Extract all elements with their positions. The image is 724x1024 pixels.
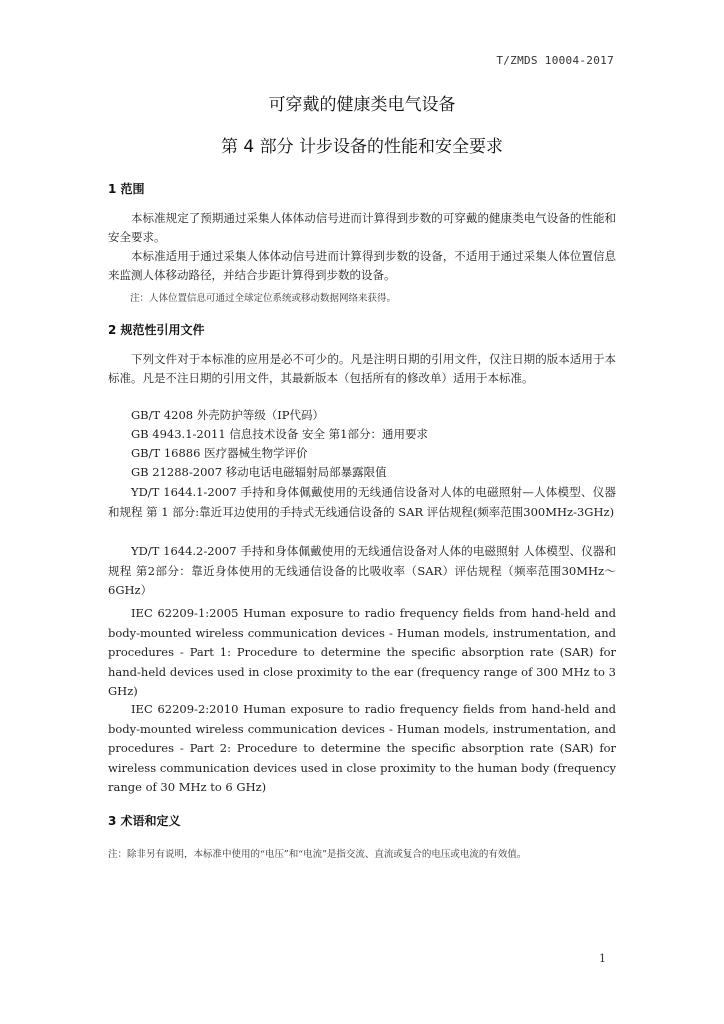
- reference-item: IEC 62209-1:2005 Human exposure to radio frequency fields from hand-held and body-mounted wireless communication devices - Human models, instrumentation, and procedures - Part 1: Procedure to determine the specific absorption rate (SAR) for hand-held devices used in close proximity to the ear (frequency range of 300 MHz to 3 GHz): [108, 606, 616, 698]
- scope-paragraph-1: 本标准规定了预期通过采集人体体动信号进而计算得到步数的可穿戴的健康类电气设备的性能和安全要求。: [108, 211, 616, 244]
- reference-item: GB/T 16886 医疗器械生物学评价: [131, 446, 308, 460]
- references-intro: 下列文件对于本标准的应用是必不可少的。凡是注明日期的引用文件，仅注日期的版本适用于本标准。凡是不注日期的引用文件，其最新版本（包括所有的修改单）适用于本标准。: [108, 352, 616, 385]
- reference-item: YD/T 1644.1-2007 手持和身体佩戴使用的无线通信设备对人体的电磁照射—人体模型、仪器和规程 第 1 部分:靠近耳边使用的手持式无线通信设备的 SAR 评估规程(频率范围300MHz-3GHz): [108, 485, 616, 519]
- reference-item: IEC 62209-2:2010 Human exposure to radio frequency fields from hand-held and body-mounted wireless communication devices - Human models, instrumentation, and procedures - Part 2: Procedure to determine the specific absorption rate (SAR) for wireless communication devices used in close proximity to the human body (frequency range of 30 MHz to 6 GHz): [108, 702, 616, 794]
- scope-paragraph-2: 本标准适用于通过采集人体体动信号进而计算得到步数的设备，不适用于通过采集人体位置信息来监测人体移动路径，并结合步距计算得到步数的设备。: [108, 249, 616, 282]
- page-number: 1: [599, 952, 606, 965]
- section-heading-terms: 3 术语和定义: [108, 814, 181, 828]
- reference-item: YD/T 1644.2-2007 手持和身体佩戴使用的无线通信设备对人体的电磁照射 人体模型、仪器和规程 第2部分：靠近身体使用的无线通信设备的比吸收率（SAR）评估规程（频率范围30MHz～6GHz）: [108, 544, 616, 597]
- reference-item: GB 4943.1-2011 信息技术设备 安全 第1部分：通用要求: [131, 427, 428, 441]
- reference-item: GB/T 4208 外壳防护等级（IP代码）: [131, 408, 325, 422]
- section-heading-references: 2 规范性引用文件: [108, 323, 205, 337]
- document-subtitle: 第 4 部分 计步设备的性能和安全要求: [220, 137, 504, 157]
- scope-note: 注：人体位置信息可通过全球定位系统或移动数据网络来获得。: [130, 293, 397, 304]
- document-title: 可穿戴的健康类电气设备: [268, 95, 456, 115]
- section-heading-scope: 1 范围: [108, 182, 145, 196]
- terms-note: 注：除非另有说明，本标准中使用的“电压”和“电流”是指交流、直流或复合的电压或电流的有效值。: [108, 849, 527, 860]
- reference-item: GB 21288-2007 移动电话电磁辐射局部暴露限值: [131, 465, 387, 479]
- document-code: T/ZMDS 10004-2017: [496, 54, 614, 67]
